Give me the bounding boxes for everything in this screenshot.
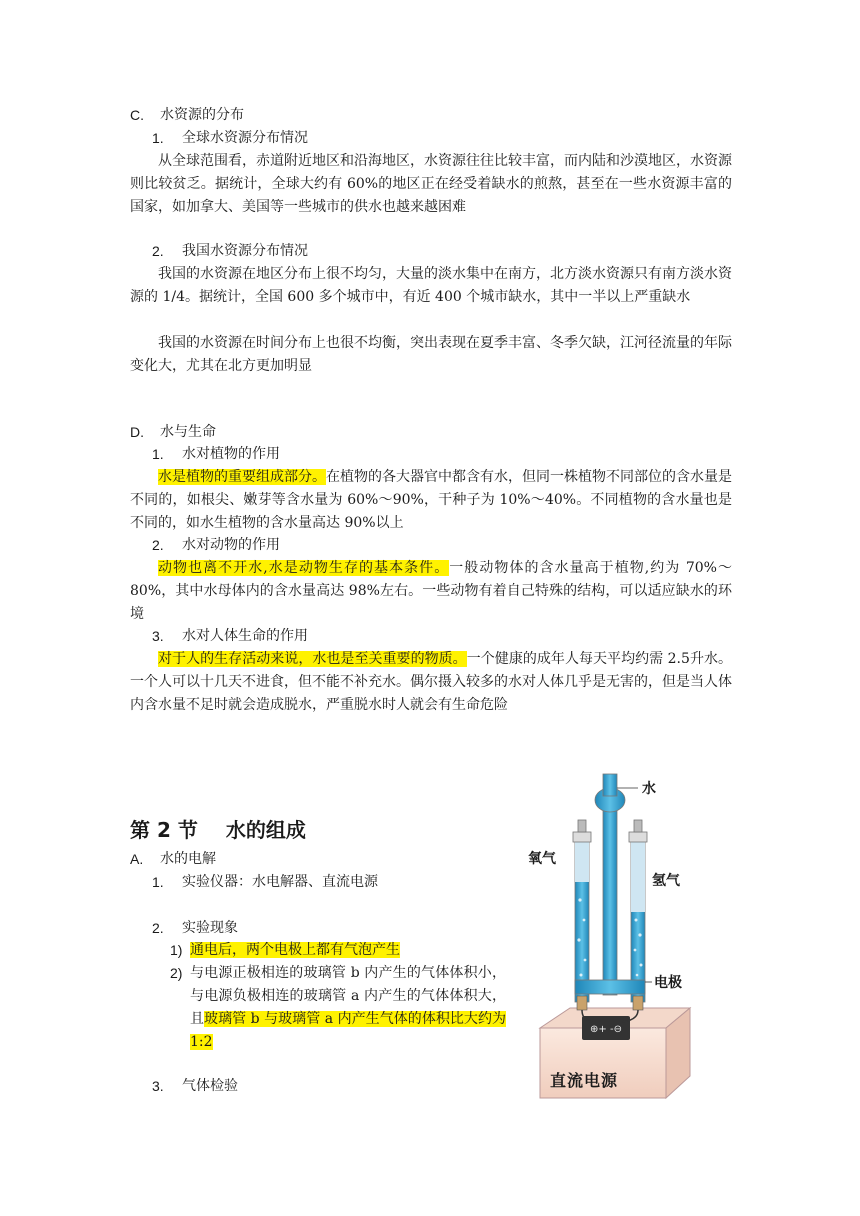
list-item-number: 1. (152, 130, 164, 146)
label-hydrogen: 氢气 (652, 873, 680, 889)
list-item-number: 2. (152, 920, 164, 936)
list-item-number: 2. (152, 243, 164, 259)
label-oxygen: 氧气 (528, 851, 556, 867)
subsection-label: A. (130, 851, 144, 867)
sub-list-number: 1) (170, 942, 183, 958)
list-item-title: 全球水资源分布情况 (182, 130, 308, 146)
list-item-title: 水对人体生命的作用 (182, 628, 308, 644)
section-heading-number: 第 2 节 (130, 818, 198, 842)
paragraph: 对于人的生存活动来说，水也是至关重要的物质。一个健康的成年人每天平均约需 2.5升水。一个人可以十几天不进食，但不能不补充水。偶尔摄入较多的水对人体几乎是无害的，但是当人体内含水量不足时就会造成脱水，严重脱水时人就会有生命危险 (130, 651, 733, 713)
list-item-title: 水对植物的作用 (182, 446, 280, 462)
section-d-label: D. (130, 424, 144, 440)
list-item-number: 3. (152, 1078, 164, 1094)
section-heading (130, 814, 306, 843)
list-item-number: 3. (152, 628, 164, 644)
highlighted-text: 对于人的生存活动来说，水也是至关重要的物质。 (158, 651, 467, 667)
electrolysis-figure (520, 770, 732, 1100)
label-water: 水 (642, 781, 656, 797)
paragraph: 水是植物的重要组成部分。在植物的各大器官中都含有水，但同一株植物不同部位的含水量是不同的，如根尖、嫩芽等含水量为 60%～90%，干种子为 10%～40%。不同植物的含水量也是不同的，如水生植物的含水量高达 90%以上 (130, 469, 732, 531)
list-item-text: 气体检验 (182, 1078, 238, 1094)
label-power-supply: 直流电源 (550, 1071, 619, 1090)
electrolysis-apparatus-illustration (520, 770, 732, 1100)
paragraph: 从全球范围看，赤道附近地区和沿海地区，水资源往往比较丰富，而内陆和沙漠地区，水资源则比较贫乏。据统计，全球大约有 60%的地区正在经受着缺水的煎熬，甚至在一些水资源丰富的国家，如加拿大、美国等一些城市的供水也越来越困难 (130, 153, 732, 215)
label-electrode: 电极 (654, 975, 682, 991)
list-item-text: 实验现象 (182, 920, 238, 936)
list-item-number: 1. (152, 446, 164, 462)
sub-list-number: 2) (170, 965, 183, 981)
subsection-title: 水的电解 (160, 851, 216, 867)
list-item-text: 实验仪器：水电解器、直流电源 (182, 874, 378, 890)
list-item-number: 2. (152, 537, 164, 553)
section-c-label: C. (130, 107, 144, 123)
paragraph: 我国的水资源在时间分布上也很不均衡，突出表现在夏季丰富、冬季欠缺，江河径流量的年际变化大，尤其在北方更加明显 (130, 335, 732, 374)
paragraph: 动物也离不开水,水是动物生存的基本条件。一般动物体的含水量高于植物,约为 70%～80%，其中水母体内的含水量高达 98%左右。一些动物有着自己特殊的结构，可以适应缺水的环境 (130, 560, 732, 622)
highlighted-text: 水是植物的重要组成部分。 (158, 469, 326, 485)
list-item-title: 水对动物的作用 (182, 537, 280, 553)
highlighted-text: 玻璃管 b 与玻璃管 a 内产生气体的体积比大约为 1:2 (190, 1011, 507, 1050)
section-c-title: 水资源的分布 (160, 107, 244, 123)
section-d-title: 水与生命 (160, 424, 216, 440)
sub-list-text: 与电源正极相连的玻璃管 b 内产生的气体体积小，与电源负极相连的玻璃管 a 内产生的气体体积大，且玻璃管 b 与玻璃管 a 内产生气体的体积比大约为 1:2 (190, 965, 507, 1050)
sub-list-text: 通电后，两个电极上都有气泡产生 (190, 942, 400, 958)
section-heading-title: 水的组成 (225, 818, 306, 842)
list-item-number: 1. (152, 874, 164, 890)
highlighted-text: 动物也离不开水,水是动物生存的基本条件。 (158, 560, 450, 576)
terminal-label: ⊕+ -⊖ (590, 1024, 622, 1035)
paragraph: 我国的水资源在地区分布上很不均匀，大量的淡水集中在南方，北方淡水资源只有南方淡水资源的 1/4。据统计，全国 600 多个城市中，有近 400 个城市缺水，其中一半以上严重缺水 (130, 266, 732, 305)
list-item-title: 我国水资源分布情况 (182, 243, 308, 259)
